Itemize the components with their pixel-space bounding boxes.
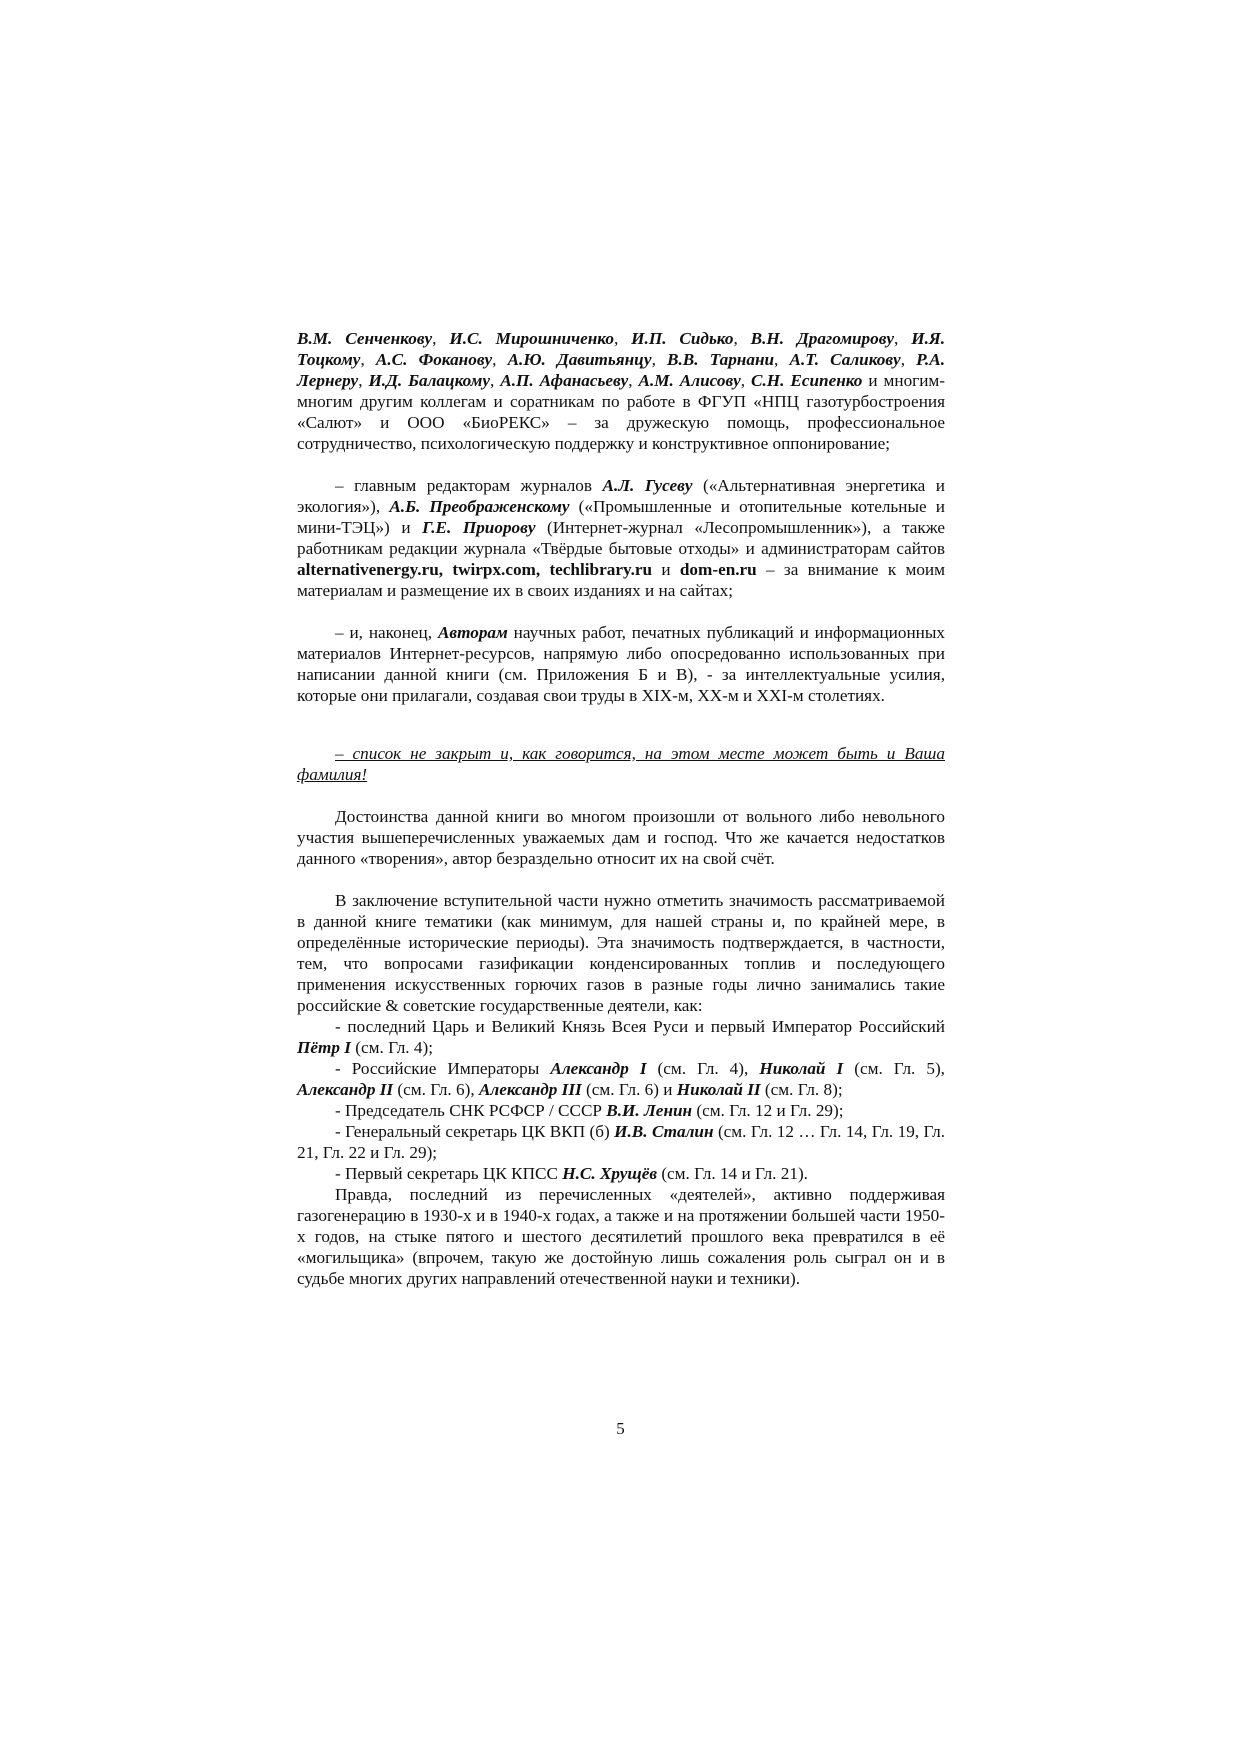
person-name: И.В. Сталин (614, 1122, 714, 1141)
person-name: И.П. Сидько (631, 329, 734, 348)
list-item-text: (см. Гл. 12 и Гл. 29); (692, 1101, 844, 1120)
list-item-text: (см. Гл. 8); (760, 1080, 843, 1100)
person-name: В.М. Сенченкову (297, 329, 433, 348)
list-item-text: (см. Гл. 12 … Гл. 14, Гл. 19, Гл. 21, Гл. 22 и Гл. 29); (297, 1122, 945, 1163)
person-name: Александр I (550, 1059, 647, 1078)
note-text: – список не закрыт и, как говорится, на этом месте может быть и Ваша фамилия! (297, 744, 945, 785)
list-item (297, 1163, 945, 1184)
list-item-text: (см. Гл. 5), (843, 1059, 945, 1078)
list-item (297, 1016, 945, 1058)
person-name: И.Я. Тоцкому (297, 329, 946, 370)
paragraph-khrushchev: Правда, последний из перечисленных «деятелей», активно поддерживая газогенерацию в 1930-х и в 1940-х годах, а также и на протяжении большей части 1950-х годов, на стыке пятого и шестого десятилетий прошлого века превратился в её «могильщика» (впрочем, такую же достойную лишь сожаления роль сыграл он и в судьбе многих других направлений отечественной науки и техники). (297, 1185, 945, 1289)
paragraph-text: («Альтернативная энергетика и экология»), (297, 476, 945, 517)
list-item (297, 1121, 945, 1163)
paragraph-text: («Промышленные и отопительные котельные и мини-ТЭЦ») и (297, 497, 945, 538)
paragraph-text: и многим-многим другим коллегам и соратникам по работе в ФГУП «НПЦ газотурбостроения «Салют» и ООО «БиоРЕКС» – за дружескую помощь, профессиональное сотрудничество, психологическую поддержку и конструктивное оппонирование; (297, 371, 946, 454)
list-item (297, 1100, 945, 1121)
paragraph-significance: В заключение вступительной части нужно отметить значимость рассматриваемой в данной книге тематики (как минимум, для нашей страны и, по крайней мере, в определённые исторические периоды). Эта значимость подтверждается, в частности, тем, что вопросами газификации конденсированных топлив и последующего применения искусственных горючих газов в разные годы лично занимались такие российские & советские государственные деятели, как: (297, 891, 945, 1016)
list-item-text: (см. Гл. 4); (350, 1038, 433, 1058)
person-name: А.Б. Преображенскому (389, 497, 570, 517)
person-name: А.С. Фоканову (375, 350, 493, 370)
person-name: Р.А. Лернеру (297, 350, 945, 391)
person-name: Николай II (676, 1080, 761, 1100)
person-name: В.Н. Драгомирову (750, 329, 895, 348)
list-item-text: - Председатель СНК РСФСР / СССР (335, 1101, 607, 1120)
open-list-note (297, 743, 945, 785)
list-item-text: - Генеральный секретарь ЦК ВКП (б) (335, 1122, 615, 1141)
list-item (297, 1058, 945, 1100)
person-name: А.Т. Саликову (789, 350, 901, 370)
paragraph-text: (Интернет-журнал «Лесопромышленник»), а также работникам редакции журнала «Твёрдые бытовые отходы» и администраторам сайтов (297, 518, 946, 559)
person-name: А.М. Алисову (638, 371, 741, 391)
person-name: В.В. Тарнани (667, 350, 775, 370)
person-name: Николай I (759, 1059, 844, 1078)
person-name: С.Н. Есипенко (751, 371, 863, 391)
person-name: Александр II (297, 1080, 394, 1100)
emphasis-authors: Авторам (437, 623, 508, 642)
person-name: Г.Е. Приорову (422, 518, 536, 538)
list-item-text: (см. Гл. 14 и Гл. 21). (657, 1164, 808, 1183)
list-item-text: (см. Гл. 4), (646, 1059, 760, 1078)
person-name: И.С. Мирошниченко (449, 329, 614, 348)
person-name: Н.С. Хрущёв (562, 1164, 658, 1183)
site-names: alternativenergy.ru, twirpx.com, techlibrary.ru (297, 560, 653, 580)
list-item-text: - Первый секретарь ЦК КПСС (335, 1164, 563, 1183)
list-item-text: (см. Гл. 6), (393, 1080, 479, 1100)
paragraph-merits: Достоинства данной книги во многом произошли от вольного либо невольного участия вышеперечисленных уважаемых дам и господ. Что же качается недостатков данного «творения», автор безраздельно относит их на свой счёт. (297, 807, 945, 869)
paragraph-text: – за внимание к моим материалам и размещение их в своих изданиях и на сайтах; (297, 560, 946, 601)
acknowledgement-colleagues: В.М. Сенченкову, И.С. Мирошниченко, И.П. Сидько, В.Н. Драгомирову, И.Я. Тоцкому, А.С. Фоканову, А.Ю. Давитьянцу, В.В. Тарнани, А.Т. Саликову, Р.А. Лернеру, И.Д. Балацкому, А.П. Афанасьеву, А.М. Алисову, С.Н. Есипенко и многим-многим другим коллегам и соратникам по работе в ФГУП «НПЦ газотурбостроения «Салют» и ООО «БиоРЕКС» – за дружескую помощь, профессиональное сотрудничество, психологическую поддержку и конструктивное оппонирование; (297, 329, 946, 454)
acknowledgement-editors (297, 475, 945, 602)
person-name: Александр III (478, 1080, 582, 1100)
list-item-text: (см. Гл. 6) и (581, 1080, 677, 1100)
person-name: А.П. Афанасьеву (500, 371, 629, 391)
person-name: Пётр I (297, 1038, 351, 1058)
person-name: В.И. Ленин (606, 1101, 693, 1120)
person-name: А.Л. Гусеву (602, 476, 693, 495)
paragraph-text: – и, наконец, (335, 623, 438, 642)
list-item-text: - Российские Императоры (335, 1059, 551, 1078)
person-name: А.Ю. Давитьянцу (507, 350, 652, 370)
person-name: И.Д. Балацкому (368, 371, 490, 391)
paragraph-text: и (652, 560, 680, 580)
list-item-text: - последний Царь и Великий Князь Всея Руси и первый Император Российский (335, 1017, 945, 1036)
page-number: 5 (616, 1419, 625, 1438)
paragraph-text: научных работ, печатных публикаций и информационных материалов Интернет-ресурсов, напрямую либо опосредованно использованных при написании данной книги (см. Приложения Б и В), - за интеллектуальные усилия, которые они прилагали, создавая свои труды в XIX-м, XX-м и XXI-м столетиях. (297, 623, 946, 706)
site-name: dom-en.ru (679, 560, 757, 580)
acknowledgement-authors (297, 622, 945, 706)
paragraph-text: – главным редакторам журналов (335, 476, 603, 495)
